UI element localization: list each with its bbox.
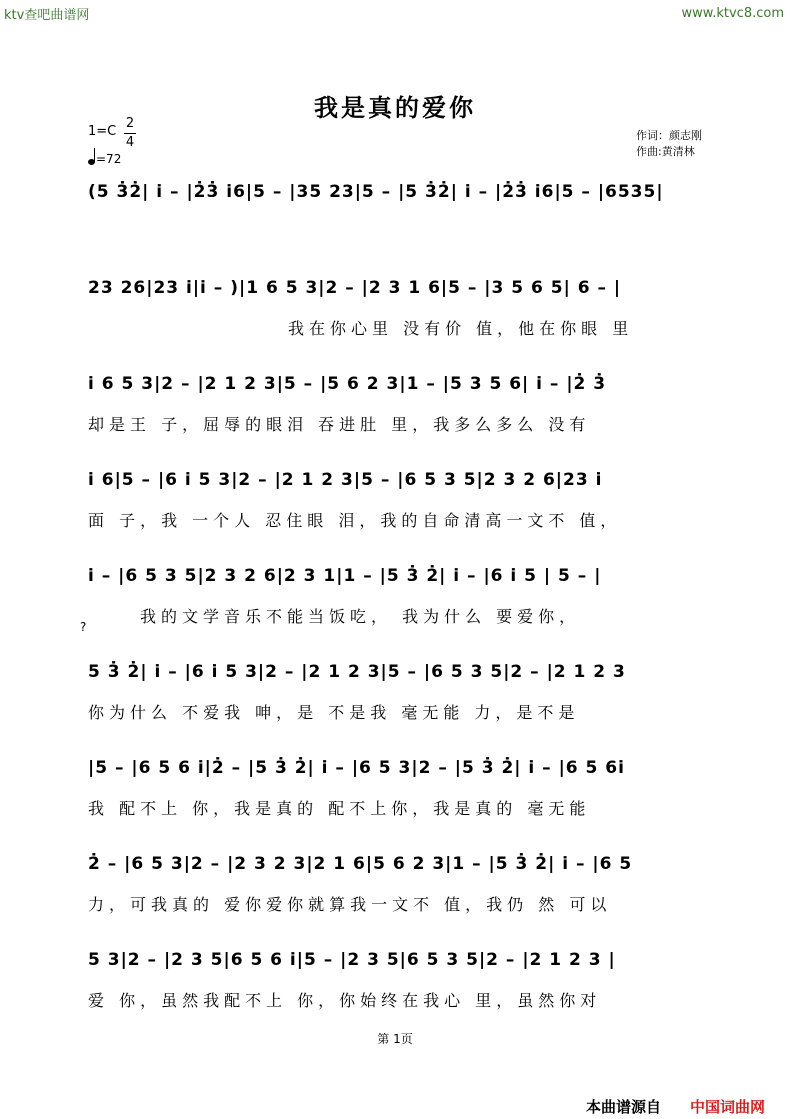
notation-row-3: i̇ 6 5 3|2 – |2 1 2 3|5 – |5 6 2 3|1 – |5 3 5 6| i̇ – |2̇ 3̇ (88, 374, 607, 394)
source-prefix: 本曲谱源自 (586, 1098, 662, 1116)
time-signature-bottom: 4 (125, 135, 135, 150)
lyrics-row-2: 我在你心里 没有价 值，他在你眼 里 (288, 319, 634, 338)
notation-row-1: (5 3̇2̇| i̇ – |2̇3̇ i̇6|5 – |35 23|5 – |5 3̇2̇| i̇ – |2̇3̇ i̇6|5 – |6535| (88, 182, 664, 202)
lyricist-credit: 作词：颜志刚 (636, 129, 702, 142)
lyrics-row-3: 却是王 子，屈辱的眼泪 吞进肚 里，我多么多么 没有 (88, 415, 591, 434)
question-mark: ? (80, 620, 87, 634)
credits (636, 128, 702, 160)
notation-row-5: i̇ – |6 5 3 5|2 3 2 6|2 3 1|1 – |5 3̇ 2̇| i̇ – |6 i̇ 5 | 5 – | (88, 566, 602, 586)
notation-row-9: 5 3|2 – |2 3 5|6 5 6 i̇|5 – |2 3 5|6 5 3 5|2 – |2 1 2 3 | (88, 950, 616, 970)
source-site-link[interactable]: 中国词曲网 (690, 1098, 766, 1116)
notation-row-2: 23 26|23 i̇|i̇ – )|1 6 5 3|2 – |2 3 1 6|5 – |3 5 6 5| 6 – | (88, 278, 622, 298)
lyrics-row-4: 面 子，我 一个人 忍住眼 泪，我的自命清高一文不 值， (88, 511, 622, 530)
song-title: 我是真的爱你 (314, 93, 476, 122)
time-signature-top: 2 (125, 116, 135, 131)
quarter-note-icon (88, 159, 95, 165)
notation-row-4: i̇ 6|5 – |6 i̇ 5 3|2 – |2 1 2 3|5 – |6 5 3 5|2 3 2 6|23 i̇ (88, 470, 603, 490)
key-signature: 1=C (88, 124, 117, 139)
lyrics-row-6: 你为什么 不爱我 呻，是 不是我 毫无能 力，是不是 (88, 703, 580, 722)
lyrics-row-8: 力，可我真的 爱你爱你就算我一文不 值，我仍 然 可以 (88, 895, 612, 914)
lyrics-row-5: 我的文学音乐不能当饭吃， 我为什么 要爱你， (140, 607, 581, 626)
tempo-marking (88, 152, 121, 166)
page-number: 第 1页 (377, 1032, 413, 1046)
lyrics-row-7: 我 配不上 你，我是真的 配不上你，我是真的 毫无能 (88, 799, 591, 818)
notation-row-6: 5 3̇ 2̇| i̇ – |6 i̇ 5 3|2 – |2 1 2 3|5 – |6 5 3 5|2 – |2 1 2 3 (88, 662, 626, 682)
notation-row-8: 2̇ – |6 5 3|2 – |2 3 2 3|2 1 6|5 6 2 3|1 – |5 3̇ 2̇| i̇ – |6 5 (88, 854, 633, 874)
notation-row-7: |5 – |6 5 6 i̇|2̇ – |5 3̇ 2̇| i̇ – |6 5 3|2 – |5 3̇ 2̇| i̇ – |6 5 6i̇ (88, 758, 625, 778)
composer-credit: 作曲:黄清林 (636, 145, 695, 158)
watermark-left: ktv查吧曲谱网 (4, 8, 90, 23)
watermark-right: www.ktvc8.com (681, 6, 784, 21)
tempo-value: =72 (96, 152, 122, 166)
lyrics-row-9: 爱 你，虽然我配不上 你，你始终在我心 里，虽然你对 (88, 991, 602, 1010)
time-signature (124, 116, 136, 151)
time-signature-bar (124, 133, 136, 134)
